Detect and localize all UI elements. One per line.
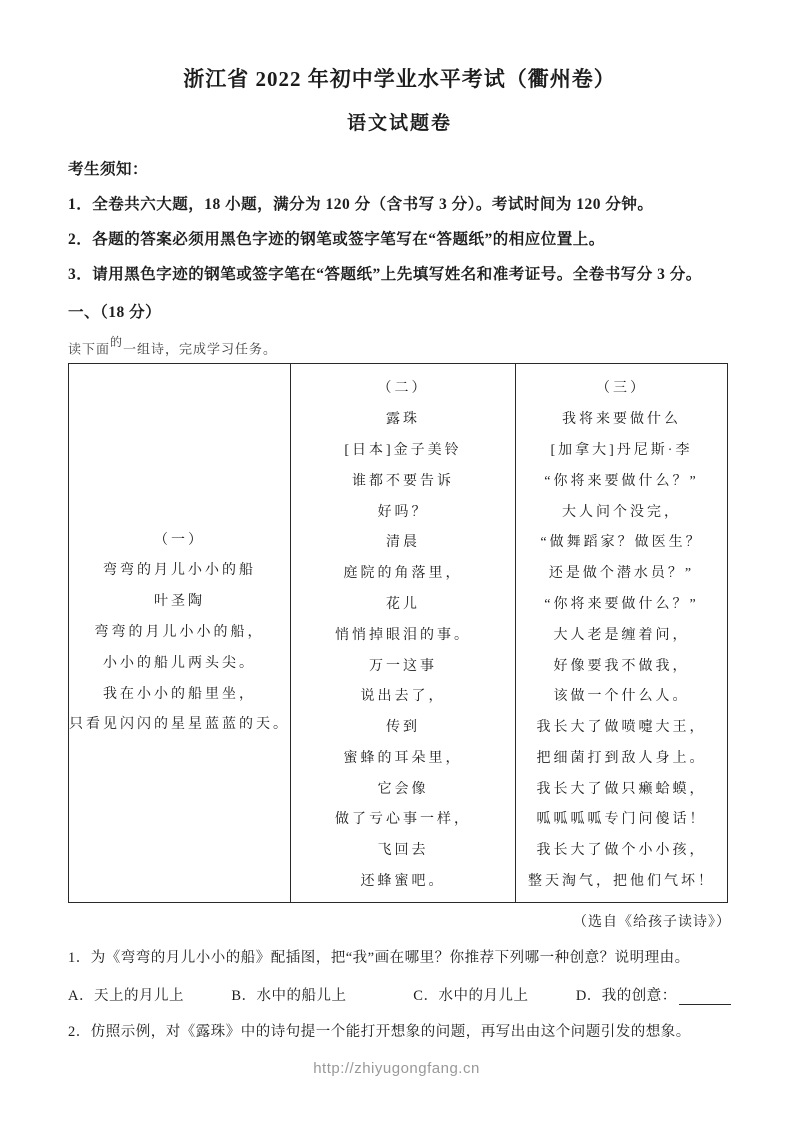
question-1-options xyxy=(68,984,731,1005)
poem-line: 还是做个潜水员？” xyxy=(548,566,695,582)
poem-column-1 xyxy=(69,364,290,902)
poem-line: 把细菌打到敌人身上。 xyxy=(536,750,707,766)
poem-line: 弯弯的月儿小小的船 xyxy=(103,563,256,579)
page-title: 浙江省 2022 年初中学业水平考试（衢州卷） xyxy=(183,67,616,91)
poem-line: 谁都不要告诉 xyxy=(351,473,454,489)
notice-item-2: 2．各题的答案必须用黑色字迹的钢笔或签字笔写在“答题纸”的相应位置上。 xyxy=(68,231,605,248)
poem-line: 呱呱呱呱专门问傻话！ xyxy=(536,812,707,828)
poem-line: 我长大了做只癞蛤蟆， xyxy=(536,781,707,797)
task-intro xyxy=(68,335,731,357)
poem-line: （三） xyxy=(595,381,647,397)
poem-line: 小小的船儿两头尖。 xyxy=(103,655,256,671)
poem-line: 花儿 xyxy=(385,596,420,612)
poem-source: （选自《给孩子读诗》） xyxy=(573,915,731,931)
notice-item-1: 1．全卷共六大题，18 小题，满分为 120 分（含书写 3 分）。考试时间为 120 分钟。 xyxy=(68,196,654,213)
notice-item-3: 3．请用黑色字迹的钢笔或签字笔在“答题纸”上先填写姓名和准考证号。全卷书写分 3 分。 xyxy=(68,266,702,283)
poem-line: （二） xyxy=(377,381,429,397)
poem-line: 露珠 xyxy=(385,412,420,428)
poem-line: 大人老是缠着问， xyxy=(553,627,690,643)
poem-line: 弯弯的月儿小小的船， xyxy=(94,624,265,640)
question-1: 1．为《弯弯的月儿小小的船》配插图，把“我”画在哪里？你推荐下列哪一种创意？说明理由。 xyxy=(68,950,690,967)
poem-line: 我长大了做喷嚏大王， xyxy=(536,720,707,736)
poem-line: 还蜂蜜吧。 xyxy=(360,874,446,890)
question-2: 2．仿照示例，对《露珠》中的诗句提一个能打开想象的问题，再写出由这个问题引发的想象。 xyxy=(68,1024,691,1041)
poem-line: “你将来要做什么？” xyxy=(544,473,699,489)
poem-line: 传到 xyxy=(385,720,420,736)
poem-line: 叶圣陶 xyxy=(154,594,205,610)
poem-line: 它会像 xyxy=(377,781,429,797)
poem-line: 整天淘气，把他们气坏！ xyxy=(527,874,715,890)
poem-line: 庭院的角落里， xyxy=(343,566,463,582)
poem-line: （一） xyxy=(154,532,205,548)
poem-line: 我将来要做什么 xyxy=(561,412,681,428)
watermark-url: http://zhiyugongfang.cn xyxy=(313,1060,480,1077)
poem-column-2 xyxy=(290,364,515,902)
notice-heading: 考生须知： xyxy=(68,161,149,178)
poem-line: 说出去了， xyxy=(360,689,446,705)
poem-line: 好吗？ xyxy=(377,504,429,520)
exam-page xyxy=(68,0,731,1041)
poem-line: [日本]金子美铃 xyxy=(344,442,462,458)
poem-line: 清晨 xyxy=(385,535,420,551)
poem-line: “你将来要做什么？” xyxy=(544,596,699,612)
option-c: C．水中的月儿上 xyxy=(413,988,529,1005)
intro-post: 一组诗，完成学习任务。 xyxy=(123,341,278,357)
answer-blank xyxy=(679,990,731,1005)
poem-line: 我在小小的船里坐， xyxy=(103,686,256,702)
option-a: A．天上的月儿上 xyxy=(68,988,184,1005)
poem-line: [加拿大]丹尼斯·李 xyxy=(550,442,693,458)
option-b: B．水中的船儿上 xyxy=(231,988,347,1005)
intro-pre: 读下面 xyxy=(68,341,111,357)
poem-line: 我长大了做个小小孩， xyxy=(536,843,707,859)
section-heading: 一、（18 分） xyxy=(68,304,162,321)
poem-line: 大人问个没完， xyxy=(561,504,681,520)
poem-line: 只看见闪闪的星星蓝蓝的天。 xyxy=(69,717,290,733)
page-subtitle: 语文试题卷 xyxy=(346,113,452,134)
poem-line: “做舞蹈家？做医生？ xyxy=(540,535,703,551)
poem-line: 悄悄掉眼泪的事。 xyxy=(334,627,471,643)
intro-superscript: 的 xyxy=(110,335,124,349)
poem-line: 万一这事 xyxy=(368,658,437,674)
poem-line: 好像要我不做我， xyxy=(553,658,690,674)
option-d: D．我的创意： xyxy=(575,988,677,1005)
poem-line: 该做一个什么人。 xyxy=(553,689,690,705)
poem-line: 飞回去 xyxy=(377,843,429,859)
poem-table xyxy=(68,363,728,903)
poem-line: 蜜蜂的耳朵里， xyxy=(343,750,463,766)
poem-line: 做了亏心事一样， xyxy=(334,812,471,828)
poem-column-3 xyxy=(515,364,727,902)
